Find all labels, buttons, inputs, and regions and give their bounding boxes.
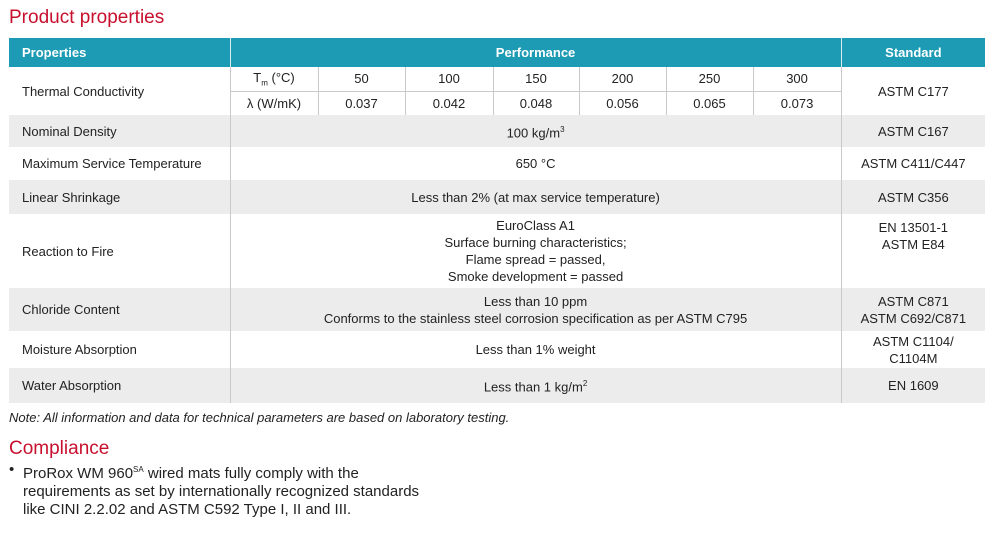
density-value-text: 100 kg/m [506, 125, 561, 141]
table-row-max-service-temperature [9, 147, 985, 180]
standard-line: ASTM E84 [881, 237, 945, 252]
temp-value: 50 [318, 67, 405, 91]
row-label-moisture-absorption: Moisture Absorption [9, 331, 230, 368]
compliance-line-text: wired mats fully comply with the [143, 465, 359, 482]
header-performance: Performance [230, 38, 841, 67]
value-linear-shrinkage: Less than 2% (at max service temperature) [230, 180, 841, 214]
temp-subscript: m [261, 78, 268, 88]
chloride-line: Less than 10 ppm [483, 293, 588, 309]
row-label-chloride-content: Chloride Content [9, 288, 230, 331]
table-row-thermal-conductivity [9, 67, 985, 91]
compliance-line: requirements as set by internationally recognized standards [23, 483, 420, 500]
lambda-label: λ (W/mK) [230, 91, 318, 115]
row-label-water-absorption: Water Absorption [9, 368, 230, 403]
standard-line: C1104M [889, 350, 938, 366]
table-row-nominal-density [9, 115, 985, 147]
header-standard: Standard [841, 38, 985, 67]
standard-thermal-conductivity: ASTM C177 [841, 67, 985, 115]
table-footnote: Note: All information and data for technical parameters are based on laboratory testing. [9, 410, 510, 425]
product-superscript: SA [133, 465, 144, 474]
density-superscript: 3 [560, 124, 565, 134]
table-row-linear-shrinkage [9, 180, 985, 214]
table-header-row [9, 38, 985, 67]
value-water-absorption [230, 368, 841, 403]
water-value-text: Less than 1 kg/m [483, 379, 583, 395]
lambda-value: 0.037 [318, 91, 405, 115]
section-title-compliance: Compliance [9, 438, 110, 459]
lambda-value: 0.073 [753, 91, 841, 115]
lambda-value: 0.048 [493, 91, 579, 115]
product-properties-table [9, 38, 985, 403]
compliance-bullet-item [9, 461, 473, 519]
water-superscript: 2 [582, 379, 588, 389]
standard-nominal-density: ASTM C167 [841, 115, 985, 147]
standard-chloride-content [841, 288, 985, 331]
temp-value: 250 [666, 67, 753, 91]
value-moisture-absorption: Less than 1% weight [230, 331, 841, 368]
lambda-value: 0.042 [405, 91, 493, 115]
temp-value: 300 [753, 67, 841, 91]
temp-value: 150 [493, 67, 579, 91]
standard-reaction-to-fire [841, 214, 985, 288]
temp-value: 200 [579, 67, 666, 91]
value-reaction-to-fire [230, 214, 841, 288]
lambda-value: 0.065 [666, 91, 753, 115]
fire-line: Flame spread = passed, [465, 252, 606, 267]
standard-water-absorption: EN 1609 [841, 368, 985, 403]
bullet-icon: • [9, 461, 15, 478]
value-max-service-temperature: 650 °C [230, 147, 841, 180]
table-row-chloride-content [9, 288, 985, 331]
chloride-line: Conforms to the stainless steel corrosion specification as per ASTM C795 [323, 310, 748, 326]
fire-line: Smoke development = passed [447, 269, 624, 284]
lambda-value: 0.056 [579, 91, 666, 115]
standard-line: ASTM C871 [877, 293, 949, 309]
row-label-reaction-to-fire: Reaction to Fire [9, 214, 230, 288]
fire-line: Surface burning characteristics; [444, 235, 627, 250]
temp-symbol: T [253, 69, 262, 85]
compliance-line [23, 461, 473, 483]
row-label-nominal-density: Nominal Density [9, 115, 230, 147]
table-row-reaction-to-fire [9, 214, 985, 288]
table-row-moisture-absorption [9, 331, 985, 368]
value-nominal-density [230, 115, 841, 147]
row-label-max-service-temperature: Maximum Service Temperature [9, 147, 230, 180]
row-label-thermal-conductivity: Thermal Conductivity [9, 67, 230, 115]
row-label-linear-shrinkage: Linear Shrinkage [9, 180, 230, 214]
temp-label-cell [230, 67, 318, 91]
header-properties: Properties [9, 38, 230, 67]
table-row-water-absorption [9, 368, 985, 403]
temp-value: 100 [405, 67, 493, 91]
section-title-product-properties: Product properties [9, 7, 165, 28]
standard-line: ASTM C1104/ [873, 333, 954, 349]
standard-line: EN 13501-1 [878, 220, 949, 235]
compliance-line: like CINI 2.2.02 and ASTM C592 Type I, II and III. [23, 501, 352, 518]
compliance-text [23, 461, 473, 519]
standard-moisture-absorption [841, 331, 985, 368]
temp-unit: (°C) [267, 69, 295, 85]
fire-line: EuroClass A1 [496, 218, 575, 233]
product-name: ProRox WM 960 [23, 465, 134, 482]
value-chloride-content [230, 288, 841, 331]
standard-line: ASTM C692/C871 [860, 310, 967, 326]
standard-max-service-temperature: ASTM C411/C447 [841, 147, 985, 180]
standard-linear-shrinkage: ASTM C356 [841, 180, 985, 214]
